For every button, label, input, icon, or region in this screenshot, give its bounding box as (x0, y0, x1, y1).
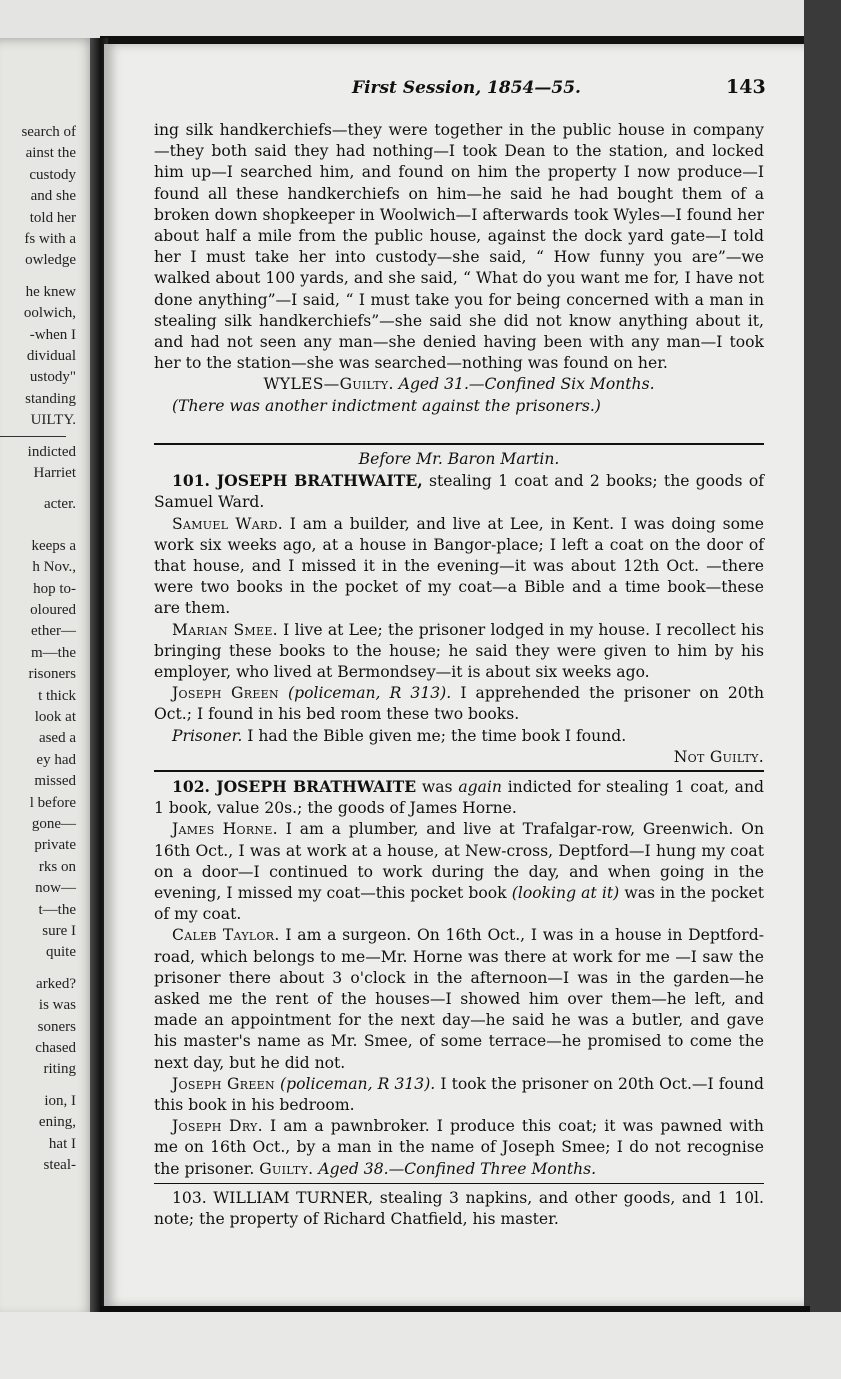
witness-name-horne: James Horne. (172, 820, 278, 839)
scan-right-margin (804, 0, 841, 1379)
left-page-line: and she (30, 188, 76, 205)
left-page-line: oolwich, (23, 305, 76, 322)
left-page-line: Harriet (33, 465, 76, 481)
witness-name-dry: Joseph Dry. (172, 1117, 263, 1136)
prisoner-text: I had the Bible given me; the time book I found. (247, 726, 627, 745)
left-page-line: owledge (25, 252, 76, 269)
testimony-text-horne-b: was in the pocket of my coat. (154, 884, 764, 924)
continuation-block (154, 120, 764, 417)
prisoner-label: Prisoner. (172, 726, 243, 745)
left-page-line: he knew (25, 283, 76, 300)
left-page-line: gone— (31, 816, 76, 832)
left-page-line: acter. (43, 496, 76, 513)
left-page-line: m—the (31, 644, 76, 661)
left-page-line: ased a (38, 730, 76, 747)
left-page-line: chased (35, 1040, 76, 1056)
left-page-line: look at (34, 709, 76, 725)
court-judge-line: Before Mr. Baron Martin. (358, 450, 560, 468)
left-page-line: steal- (43, 1157, 76, 1173)
section-rule-3 (154, 1183, 764, 1184)
left-page-line: l before (29, 794, 76, 811)
left-page-line: keeps a (31, 537, 76, 554)
left-page-line: t—the (38, 901, 76, 918)
left-page-line: oloured (30, 602, 76, 618)
case-102-was: was (421, 778, 453, 796)
verdict-wyles-sentence: Aged 31.—Confined Six Months. (398, 375, 655, 394)
testimony-samuel-ward (154, 514, 764, 620)
testimony-text-green-2: I took the prisoner on 20th Oct.—I found this book in his bedroom. (154, 1074, 764, 1115)
case-102-charge: indicted for stealing 1 coat, and 1 book, value 20s.; the goods of James Horne. (154, 778, 764, 818)
left-page-line: UILTY. (30, 412, 76, 429)
case-103-title: 103. WILLIAM TURNER, (172, 1189, 374, 1207)
testimony-joseph-green-2 (154, 1074, 764, 1116)
left-page-line: risoners (28, 666, 76, 683)
paragraph-wyles-testimony: ing silk handkerchiefs—they were together in the public house in company —they both said they had nothing—I took Dean to the station, and locked him up—I searched him, and found on him the property I now produce—I found all these handkerchiefs on him—he said he had bought them of a broken down shopkeeper in Woolwich—I afterwards took Wyles—I found her about half a mile from the public house, against the dock yard gate—I told her I must take her into custody—she said, “ How funny you are”—we walked about 100 yards, and she said, “ What do you want me for, I have not done anything”—I said, “ I must take you for being concerned with a man in stealing silk handkerchiefs”—she said she did not know anything about it, and had not seen any man—she denied having been with any man—I took her to the station—she was searched—nothing was found on her. (154, 121, 764, 373)
left-page-line: ening, (38, 1114, 76, 1131)
case-101-block (154, 449, 764, 768)
case-101-charge: stealing 1 coat and 2 books; the goods of Samuel Ward. (154, 472, 764, 512)
witness-name-taylor: Caleb Taylor. (172, 926, 280, 945)
case-101-title: 101. JOSEPH BRATHWAITE, (172, 471, 423, 491)
left-page-line: sure I (42, 923, 76, 939)
left-page-line: ion, I (44, 1092, 76, 1109)
left-page-line: t thick (38, 687, 76, 704)
left-page-line: -when I (29, 326, 76, 343)
section-rule-2 (154, 770, 764, 772)
testimony-joseph-green-1 (154, 683, 764, 725)
witness-name-green-2: Joseph Green (172, 1074, 275, 1093)
left-page-line: indicted (27, 443, 76, 460)
left-page-line: riting (43, 1061, 76, 1078)
testimony-text-taylor: I am a surgeon. On 16th Oct., I was in a house in Deptford-road, which belongs to me—Mr. Horne was there at work for me —I saw the prisoner there about 3 o'clock in the afternoon—I was in the garden—he asked me the rent of the houses—I showed him over them—he left, and made an appointment for the next day—he said he was a butler, and gave his master's name as Mr. Smee, of some terrace—he promised to come the next day, but he did not. (154, 926, 765, 1072)
note-another-indictment: (There was another indictment against the prisoners.) (172, 396, 601, 415)
case-102-title: 102. JOSEPH BRATHWAITE (172, 777, 417, 796)
left-page-rule (0, 436, 66, 437)
left-page-edge (0, 38, 100, 1318)
left-page-line: ustody" (29, 369, 76, 386)
testimony-horne-aside: (looking at it) (511, 884, 620, 903)
left-page-line: custody (29, 166, 76, 183)
left-page-line: standing (25, 390, 76, 407)
testimony-text-ward: I am a builder, and live at Lee, in Kent. I was doing some work six weeks ago, at a house in Bangor-place; I left a coat on the door of that house, and I missed it in the evening—it was about 12th Oct. —there were two books in the pocket of my coat—a Bible and a time book—these are them. (154, 514, 764, 618)
left-page-line: ainst the (25, 145, 76, 162)
witness-name-green-1: Joseph Green (172, 684, 279, 703)
page-number: 143 (726, 76, 766, 98)
case-103-heading (154, 1188, 764, 1230)
left-page-line: hat I (48, 1135, 76, 1152)
testimony-text-dry: I am a pawnbroker. I produce this coat; it was pawned with me on 16th Oct., by a man in the name of Joseph Smee; I do not recognise the prisoner. (154, 1117, 764, 1178)
left-page-line: arked? (36, 975, 76, 992)
verdict-case-102-sentence: Aged 38.—Confined Three Months. (318, 1159, 597, 1178)
testimony-text-green-1: I apprehended the prisoner on 20th Oct.; I found in his bed room these two books. (154, 684, 764, 724)
verdict-case-102-label: Guilty. (259, 1159, 314, 1178)
left-page-line: dividual (26, 348, 76, 364)
case-101-heading (154, 470, 764, 513)
left-page-line: fs with a (24, 231, 76, 247)
witness-name-smee: Marian Smee. (172, 620, 278, 639)
witness-role-green-1: (policeman, R 313). (288, 684, 452, 703)
case-103-block (154, 1188, 764, 1230)
witness-role-green-2: (policeman, R 313). (280, 1074, 436, 1093)
left-page-line: soners (37, 1018, 76, 1035)
left-page-line: told her (29, 209, 76, 226)
left-page-line: private (34, 837, 76, 854)
left-page-line: quite (46, 944, 76, 961)
testimony-text-horne-a: I am a plumber, and live at Trafalgar-row, Greenwich. On 16th Oct., I was at work at a house, at New-cross, Deptford—I hung my coat on a door—I continued to work during the day, and when going in the evening, I missed my coat—this pocket book (154, 820, 764, 903)
testimony-joseph-dry (154, 1116, 764, 1180)
case-102-heading (154, 776, 764, 819)
testimony-james-horne (154, 819, 764, 925)
case-103-charge: stealing 3 napkins, and other goods, and 1 10l. note; the property of Richard Chatfield, his master. (154, 1189, 764, 1229)
verdict-wyles-name: WYLES—Guilty. (263, 375, 394, 394)
verdict-wyles (154, 374, 764, 395)
testimony-text-smee: I live at Lee; the prisoner lodged in my house. I recollect his bringing these books to the house; he said they were given to him by his employer, who lived at Bermondsey—it is about six weeks ago. (154, 620, 764, 682)
left-page-line: now— (35, 880, 76, 897)
left-page-line: ey had (36, 751, 76, 768)
left-page-line: h Nov., (32, 559, 76, 576)
witness-name-ward: Samuel Ward. (172, 514, 283, 533)
verdict-case-101: Not Guilty. (673, 747, 764, 766)
section-rule-1 (154, 443, 764, 445)
scan-bottom-margin (0, 1312, 841, 1379)
left-page-line: rks on (38, 858, 76, 875)
left-page-line: ether— (31, 623, 76, 640)
prisoner-statement (154, 726, 764, 747)
left-page-line: hop to- (33, 580, 76, 597)
running-header: First Session, 1854—55. (352, 78, 581, 98)
case-102-again: again (458, 778, 502, 796)
case-102-block (154, 776, 764, 1180)
left-page-line: search of (21, 124, 76, 140)
testimony-marian-smee (154, 620, 764, 684)
left-page-line: missed (34, 773, 76, 790)
left-page-line: is was (38, 997, 76, 1014)
testimony-caleb-taylor (154, 925, 764, 1073)
